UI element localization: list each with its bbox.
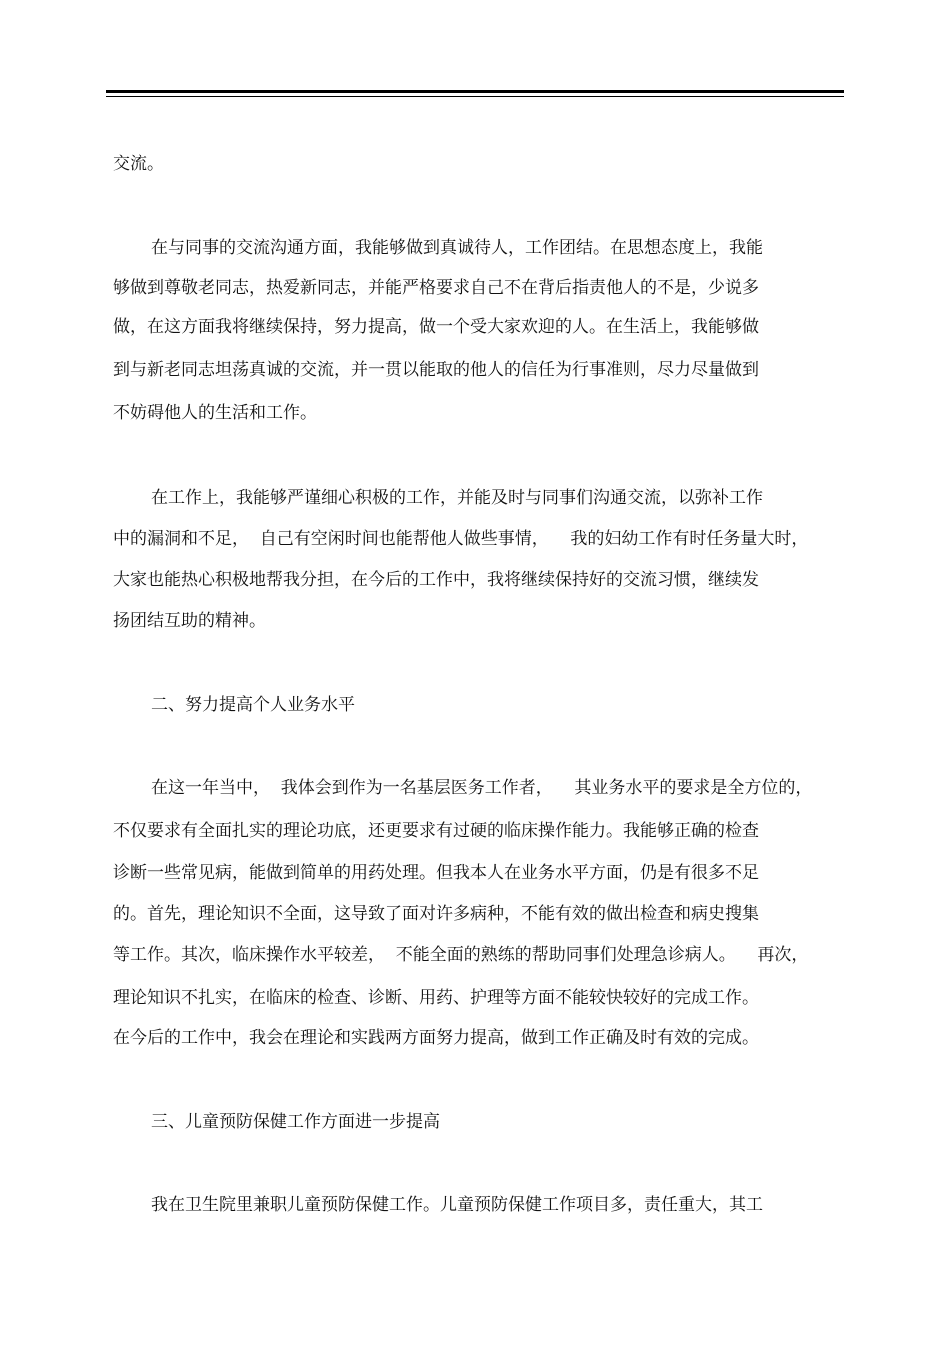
text-line: 不仅要求有全面扎实的理论功底，还更要求有过硬的临床操作能力。我能够正确的检查 (113, 821, 759, 841)
text-line: 不妨碍他人的生活和工作。 (113, 403, 317, 423)
text-line: 做，在这方面我将继续保持，努力提高，做一个受大家欢迎的人。在生活上，我能够做 (113, 317, 759, 337)
text-line: 理论知识不扎实，在临床的检查、诊断、用药、护理等方面不能较快较好的完成工作。 (113, 988, 759, 1008)
section-heading: 三、儿童预防保健工作方面进一步提高 (151, 1112, 440, 1132)
text-line: 够做到尊敬老同志，热爱新同志，并能严格要求自己不在背后指责他人的不是，少说多 (113, 278, 759, 298)
text-line: 大家也能热心积极地帮我分担，在今后的工作中，我将继续保持好的交流习惯，继续发 (113, 570, 759, 590)
text-line: 扬团结互助的精神。 (113, 611, 266, 631)
text-line: 到与新老同志坦荡真诚的交流，并一贯以能取的他人的信任为行事准则，尽力尽量做到 (113, 360, 759, 380)
text-line: 交流。 (113, 154, 164, 174)
text-line: 中的漏洞和不足， 自己有空闲时间也能帮他人做些事情， 我的妇幼工作有时任务量大时， (113, 529, 809, 549)
header-rule-thin (106, 96, 844, 97)
text-line: 在与同事的交流沟通方面，我能够做到真诚待人，工作团结。在思想态度上，我能 (151, 238, 763, 258)
text-line: 等工作。其次，临床操作水平较差， 不能全面的熟练的帮助同事们处理急诊病人。 再次， (113, 945, 809, 965)
text-line: 在工作上，我能够严谨细心积极的工作，并能及时与同事们沟通交流，以弥补工作 (151, 488, 763, 508)
text-line: 诊断一些常见病，能做到简单的用药处理。但我本人在业务水平方面，仍是有很多不足 (113, 863, 759, 883)
text-line: 在这一年当中， 我体会到作为一名基层医务工作者， 其业务水平的要求是全方位的， (151, 778, 813, 798)
text-line: 在今后的工作中，我会在理论和实践两方面努力提高，做到工作正确及时有效的完成。 (113, 1028, 759, 1048)
header-rule-thick (106, 90, 844, 93)
text-line: 的。首先，理论知识不全面，这导致了面对许多病种，不能有效的做出检查和病史搜集 (113, 904, 759, 924)
section-heading: 二、努力提高个人业务水平 (151, 695, 355, 715)
text-line: 我在卫生院里兼职儿童预防保健工作。儿童预防保健工作项目多，责任重大，其工 (151, 1195, 763, 1215)
